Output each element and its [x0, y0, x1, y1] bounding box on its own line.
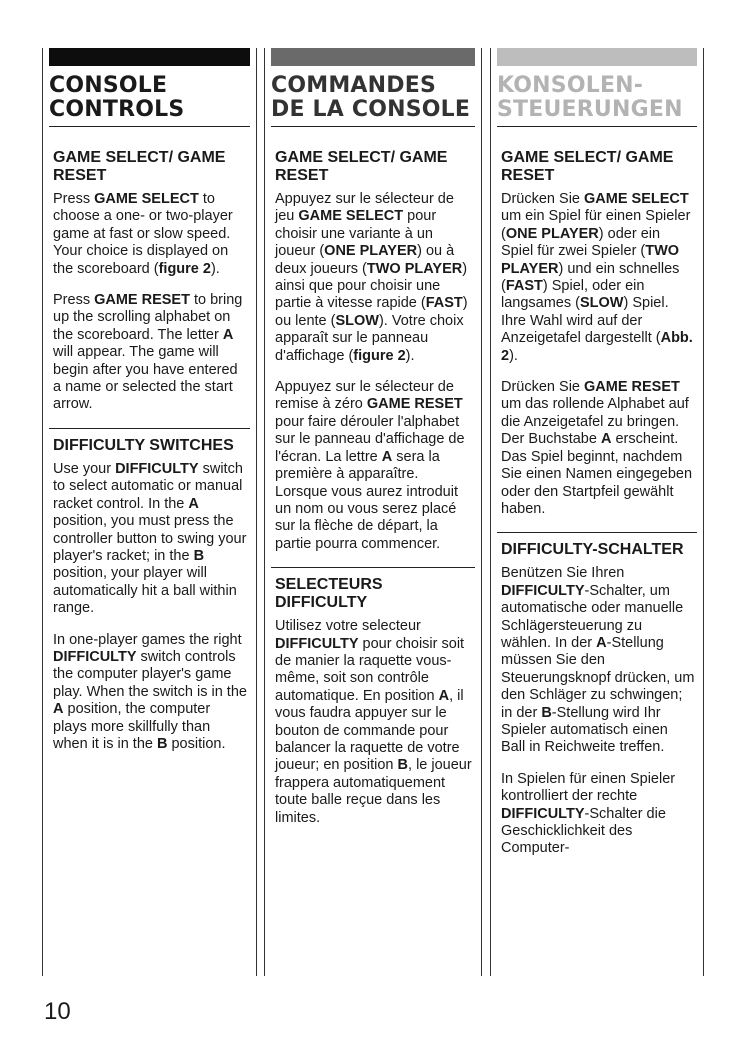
column-header-bar: [271, 48, 475, 66]
english-section2-title: DIFFICULTY SWITCHES: [49, 428, 250, 455]
french-section2-title: SELECTEURS DIFFICULTY: [271, 567, 475, 612]
french-paragraph-2: Appuyez sur le sélecteur de remise à zéro GAME RESET pour faire dérouler l'alphabet sur le panneau d'affichage de l'écran. La lettre A sera la première à apparaître. Lorsque vous aurez introduit un nom ou vous serez placé sur la flèche de départ, la partie pourra commencer.: [275, 379, 465, 552]
german-paragraph-2: Drücken Sie GAME RESET um das rollende Alphabet auf die Anzeigetafel zu bringen. Der Buchstabe A erscheint. Das Spiel beginnt, nachdem Sie einen Namen eingegeben oder den Startpfeil gewählt haben.: [501, 379, 693, 517]
english-heading: CONSOLE CONTROLS: [49, 74, 250, 127]
english-paragraph-4: In one-player games the right DIFFICULTY switch controls the computer player's game play. When the switch is in the A position, the computer plays more skillfully than when it is in the B position.: [53, 631, 247, 752]
column-header-bar: [49, 48, 250, 66]
german-heading: KONSOLEN-STEUERUNGEN: [497, 74, 697, 127]
german-paragraph-3: Benützen Sie Ihren DIFFICULTY-Schalter, um automatische oder manuelle Schlägersteuerung zu wählen. In der A-Stellung müssen Sie den Steuerungsknopf drücken, um den Schläger zu schwingen; in der B-Stellung wird Ihr Spieler automatisch einen Ball in Reichweite treffen.: [501, 565, 695, 756]
french-section1-title: GAME SELECT/ GAME RESET: [275, 149, 448, 184]
german-section2-title: DIFFICULTY-SCHALTER: [497, 532, 697, 559]
french-paragraph-3: Utilisez votre selecteur DIFFICULTY pour choisir soit de manier la raquette vous-même, soit son contrôle automatique. En position A, il vous faudra appuyer sur le bouton de commande pour balancer la raquette de votre joueur; en position B, le joueur frappera automatiquement toute balle reçue dans les limites.: [275, 618, 472, 826]
german-paragraph-1: Drücken Sie GAME SELECT um ein Spiel für einen Spieler (ONE PLAYER) oder ein Spiel für zwei Spieler (TWO PLAYER) und ein schnelles (FAST) Spiel, oder ein langsames (SLOW) Spiel. Ihre Wahl wird auf der Anzeigetafel dargestellt (Abb. 2).: [501, 191, 693, 364]
column-header-bar: [497, 48, 697, 66]
german-paragraph-4: In Spielen für einen Spieler kontrolliert der rechte DIFFICULTY-Schalter die Geschicklichkeit des Computer-: [501, 770, 676, 857]
page-number: 10: [44, 998, 71, 1025]
english-paragraph-2: Press GAME RESET to bring up the scrolling alphabet on the scoreboard. The letter A will appear. The game will begin after you have entered a name or selected the start arrow.: [53, 292, 243, 413]
french-column: [264, 48, 482, 976]
english-paragraph-1: Press GAME SELECT to choose a one- or two-player game at fast or slow speed. Your choice is displayed on the scoreboard (figure 2).: [53, 191, 233, 277]
german-section1-title: GAME SELECT/ GAME RESET: [501, 149, 674, 184]
english-section1-title: GAME SELECT/ GAME RESET: [53, 149, 226, 184]
french-heading: COMMANDES DE LA CONSOLE: [271, 74, 475, 127]
german-column: [490, 48, 704, 976]
english-paragraph-3: Use your DIFFICULTY switch to select automatic or manual racket control. In the A position, you must press the controller button to swing your player's racket; in the B position, your player will automatically hit a ball within range.: [53, 460, 247, 617]
english-column: [42, 48, 257, 976]
french-paragraph-1: Appuyez sur le sélecteur de jeu GAME SELECT pour choisir une variante à un joueur (ONE PLAYER) ou à deux joueurs (TWO PLAYER) ainsi que pour choisir une partie à vitesse rapide (FAST) ou lente (SLOW). Votre choix apparaît sur le panneau d'affichage (figure 2).: [275, 191, 468, 364]
